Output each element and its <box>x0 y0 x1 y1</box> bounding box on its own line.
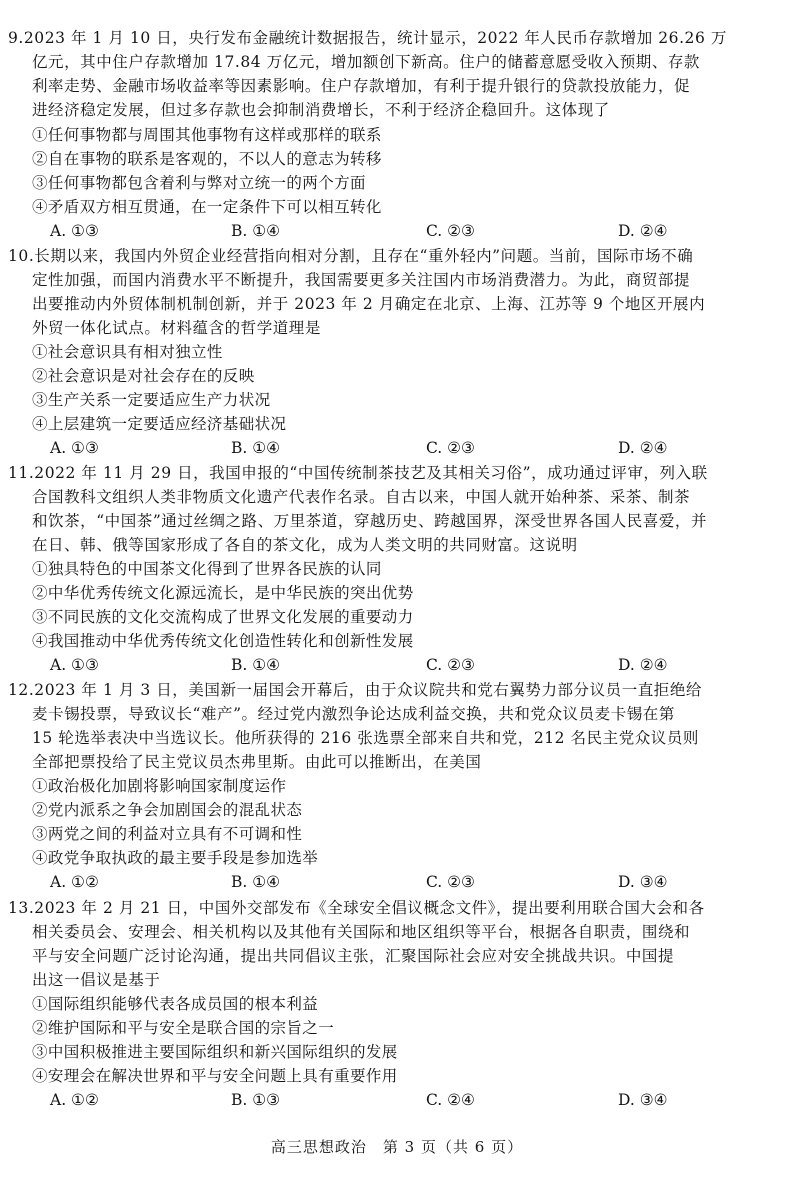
question-stem-line: 进经济稳定发展，但过多存款也会抑制消费增长，不利于经济企稳回升。这体现了 <box>32 101 610 119</box>
option-item: ②维护国际和平与安全是联合国的宗旨之一 <box>32 1019 335 1037</box>
answer-choice-c[interactable]: C. ②③ <box>426 222 475 240</box>
question-stem-line: 合国教科文组织人类非物质文化遗产代表作名录。自古以来，中国人就开始种茶、采茶、制茶 <box>32 488 691 506</box>
question-stem-line: 在日、韩、俄等国家形成了各自的茶文化，成为人类文明的共同财富。这说明 <box>32 536 578 554</box>
question-stem-line: 12.2023 年 1 月 3 日，美国新一届国会开幕后，由于众议院共和党右翼势力部分议员一直拒绝给 <box>8 681 702 699</box>
option-item: ②中华优秀传统文化源远流长，是中华民族的突出优势 <box>32 584 414 602</box>
answer-choice-b[interactable]: B. ①④ <box>231 439 281 457</box>
option-item: ①国际组织能够代表各成员国的根本利益 <box>32 995 319 1013</box>
question-stem-line: 9.2023 年 1 月 10 日，央行发布金融统计数据报告，统计显示，2022 年人民币存款增加 26.26 万 <box>8 29 727 47</box>
option-item: ④安理会在解决世界和平与安全问题上具有重要作用 <box>32 1067 398 1085</box>
option-item: ②社会意识是对社会存在的反映 <box>32 367 255 385</box>
answer-choices <box>50 870 750 894</box>
question-stem-line: 13.2023 年 2 月 21 日，中国外交部发布《全球安全倡议概念文件》，提出要利用联合国大会和各 <box>8 899 705 917</box>
option-item: ②党内派系之争会加剧国会的混乱状态 <box>32 801 303 819</box>
answer-choice-a[interactable]: A. ①② <box>50 873 99 891</box>
answer-choice-c[interactable]: C. ②③ <box>426 873 475 891</box>
question-stem-line: 亿元，其中住户存款增加 17.84 万亿元，增加额创下新高。住户的储蓄意愿受收入预期、存款 <box>32 53 700 71</box>
option-item: ③两党之间的利益对立具有不可调和性 <box>32 825 303 843</box>
question-stem-line: 外贸一体化试点。材料蕴含的哲学道理是 <box>32 319 321 337</box>
answer-choice-d[interactable]: D. ②④ <box>618 222 668 240</box>
option-item: ①社会意识具有相对独立性 <box>32 343 223 361</box>
answer-choice-b[interactable]: B. ①④ <box>231 656 281 674</box>
answer-choice-c[interactable]: C. ②③ <box>426 656 475 674</box>
answer-choices <box>50 653 750 677</box>
page-footer: 高三思想政治 第 3 页（共 6 页） <box>270 1138 524 1156</box>
question-stem-line: 出这一倡议是基于 <box>32 971 161 989</box>
answer-choice-d[interactable]: D. ②④ <box>618 656 668 674</box>
question-stem-line: 利率走势、金融市场收益率等因素影响。住户存款增加，有利于提升银行的贷款投放能力，促 <box>32 77 691 95</box>
answer-choice-a[interactable]: A. ①② <box>50 1091 99 1109</box>
answer-choice-b[interactable]: B. ①③ <box>231 1091 281 1109</box>
question-stem-line: 和饮茶，“中国茶”通过丝绸之路、万里茶道，穿越历史、跨越国界，深受世界各国人民喜爱，并 <box>32 512 708 530</box>
answer-choice-d[interactable]: D. ③④ <box>618 873 668 891</box>
answer-choices <box>50 436 750 460</box>
question-stem-line: 15 轮选举表决中当选议长。他所获得的 216 张选票全部来自共和党，212 名民主党众议员则 <box>32 729 699 747</box>
question-stem-line: 相关委员会、安理会、相关机构以及其他有关国际和地区组织等平台，根据各自职责，围绕和 <box>32 923 691 941</box>
question-stem-line: 11.2022 年 11 月 29 日，我国申报的“中国传统制茶技艺及其相关习俗”，成功通过评审，列入联 <box>8 464 708 482</box>
option-item: ④政党争取执政的最主要手段是参加选举 <box>32 849 319 867</box>
answer-choice-b[interactable]: B. ①④ <box>231 873 281 891</box>
answer-choice-c[interactable]: C. ②③ <box>426 439 475 457</box>
answer-choices <box>50 1088 750 1112</box>
question-stem-line: 出要推动内外贸体制机制创新，并于 2023 年 2 月确定在北京、上海、江苏等 9 个地区开展内 <box>32 295 706 313</box>
answer-choice-d[interactable]: D. ③④ <box>618 1091 668 1109</box>
question-stem-line: 全部把票投给了民主党议员杰弗里斯。由此可以推断出，在美国 <box>32 753 482 771</box>
option-item: ③中国积极推进主要国际组织和新兴国际组织的发展 <box>32 1043 398 1061</box>
option-item: ④上层建筑一定要适应经济基础状况 <box>32 415 287 433</box>
answer-choice-a[interactable]: A. ①③ <box>50 656 99 674</box>
option-item: ①任何事物都与周围其他事物有这样或那样的联系 <box>32 126 382 144</box>
question-stem-line: 10.长期以来，我国内外贸企业经营指向相对分割，且存在“重外轻内”问题。当前，国际市场不确 <box>8 247 694 265</box>
option-item: ①政治极化加剧将影响国家制度运作 <box>32 777 287 795</box>
option-item: ④矛盾双方相互贯通，在一定条件下可以相互转化 <box>32 198 382 216</box>
option-item: ③任何事物都包含着利与弊对立统一的两个方面 <box>32 174 366 192</box>
question-stem-line: 麦卡锡投票，导致议长“难产”。经过党内激烈争论达成利益交换，共和党众议员麦卡锡在第 <box>32 705 675 723</box>
option-item: ④我国推动中华优秀传统文化创造性转化和创新性发展 <box>32 632 414 650</box>
option-item: ③不同民族的文化交流构成了世界文化发展的重要动力 <box>32 608 414 626</box>
question-stem-line: 平与安全问题广泛讨论沟通，提出共同倡议主张，汇聚国际社会应对安全挑战共识。中国提 <box>32 947 675 965</box>
answer-choice-b[interactable]: B. ①④ <box>231 222 281 240</box>
answer-choice-d[interactable]: D. ②④ <box>618 439 668 457</box>
answer-choices <box>50 219 750 243</box>
option-item: ①独具特色的中国茶文化得到了世界各民族的认同 <box>32 560 382 578</box>
answer-choice-c[interactable]: C. ②④ <box>426 1091 475 1109</box>
option-item: ②自在事物的联系是客观的，不以人的意志为转移 <box>32 150 382 168</box>
answer-choice-a[interactable]: A. ①③ <box>50 222 99 240</box>
option-item: ③生产关系一定要适应生产力状况 <box>32 391 271 409</box>
answer-choice-a[interactable]: A. ①③ <box>50 439 99 457</box>
question-stem-line: 定性加强，而国内消费水平不断提升，我国需要更多关注国内市场消费潜力。为此，商贸部提 <box>32 271 691 289</box>
